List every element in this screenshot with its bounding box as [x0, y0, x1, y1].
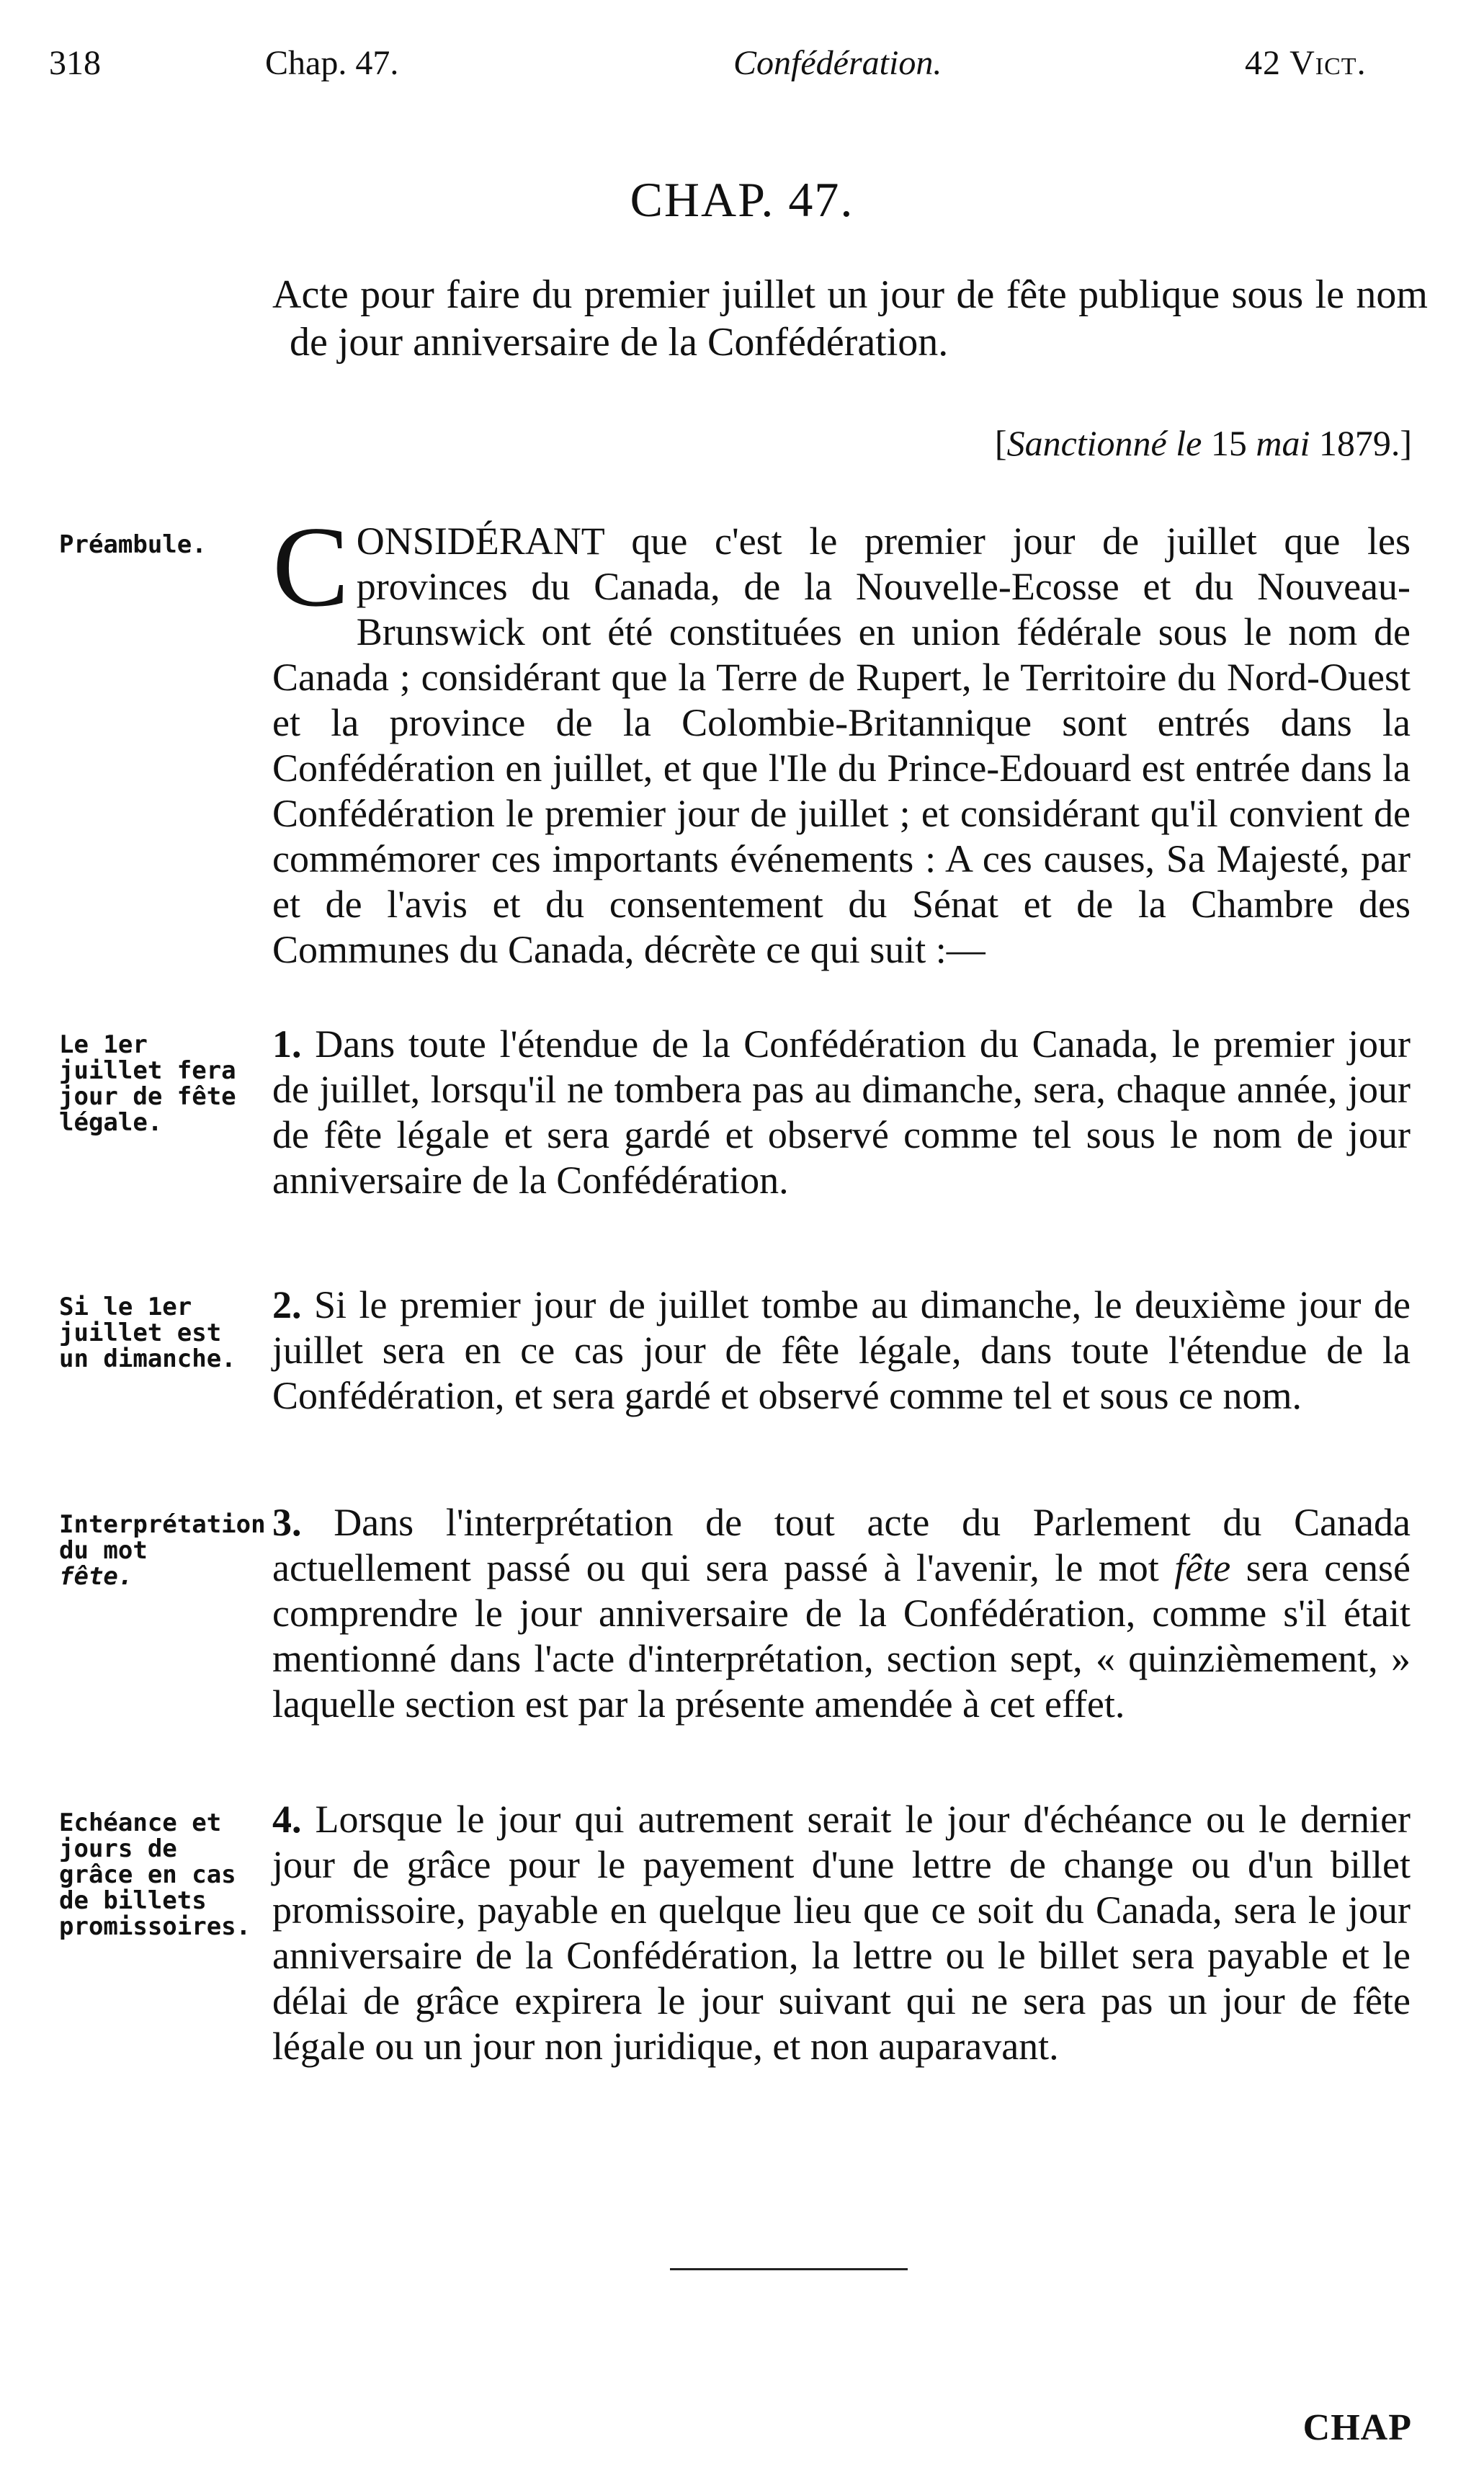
preamble-paragraph: [272, 502, 1411, 973]
section-4: [272, 1797, 1411, 2069]
preamble-text: ONSIDÉRANT que c'est le premier jour de juillet que les provinces du Canada, de la Nouvelle-Ecosse et du Nouveau-Brunswick ont été constituées en union fédérale sous le nom de Canada ; considérant que la Terre de Rupert, le Territoire du Nord-Ouest et la province de la Colombie-Britannique sont entrés dans la Confédération en juillet, et que l'Ile du Prince-Edouard est entrée dans la Confédération le premier jour de juillet ; et considérant qu'il convient de commémorer ces importants événements : A ces causes, Sa Majesté, par et de l'avis et du consentement du Sénat et de la Chambre des Communes du Canada, décrète ce qui suit :—: [272, 519, 1411, 971]
sanction-year: 1879.]: [1318, 423, 1412, 463]
running-header: [49, 43, 1418, 101]
margin-note-section-2: Si le 1er juillet est un dimanche.: [59, 1293, 236, 1373]
sanction-month: mai: [1256, 423, 1310, 463]
margin-note-section-4: Echéance et jours de grâce en cas de billets promissoires.: [59, 1808, 251, 1941]
header-chapter: Chap. 47.: [265, 44, 399, 82]
section-text: Si le premier jour de juillet tombe au dimanche, le deuxième jour de juillet sera en ce cas jour de fête légale, dans toute l'étendue de la Confédération, et sera gardé et observé comme tel et sous ce nom.: [272, 1283, 1411, 1417]
section-text: Lorsque le jour qui autrement serait le jour d'échéance ou le dernier jour de grâce pour le payement d'une lettre de change ou d'un billet promissoire, payable en quelque lieu que ce soit du Canada, sera le jour anniversaire de la Confédération, la lettre ou le billet sera payable et le délai de grâce expirera le jour suivant qui ne sera pas un jour de fête légale ou un jour non juridique, et non auparavant.: [272, 1798, 1411, 2068]
page-number: 318: [49, 44, 101, 82]
header-running-title: Confédération.: [733, 44, 942, 82]
margin-note-section-3: [59, 1510, 266, 1591]
sanction-date: [792, 422, 1412, 464]
section-number: 2.: [272, 1283, 302, 1326]
section-text: Dans toute l'étendue de la Confédération du Canada, le premier jour de juillet, lorsqu'il ne tombera pas au dimanche, sera, chaque année, jour de fête légale et sera gardé et observé comme tel sous le nom de jour anniversaire de la Confédération.: [272, 1022, 1411, 1202]
margin-note-text: Interprétation du mot: [59, 1510, 266, 1565]
header-regnal-year: 42 Vict.: [1245, 44, 1367, 82]
section-3: [272, 1500, 1411, 1727]
section-number: 3.: [272, 1501, 302, 1544]
catchword: CHAP: [1302, 2407, 1412, 2448]
chapter-title: CHAP. 47.: [630, 172, 854, 227]
section-number: 4.: [272, 1798, 302, 1841]
drop-cap: C: [272, 502, 349, 630]
sanction-day: 15: [1210, 423, 1247, 463]
section-1: [272, 1022, 1411, 1203]
section-number: 1.: [272, 1022, 302, 1066]
section-2: [272, 1282, 1411, 1419]
margin-note-italic: fête.: [59, 1562, 133, 1591]
section-text: Dans l'interprétation de tout acte du Parlement du Canada actuellement passé ou qui sera passé à l'avenir, le mot: [272, 1501, 1411, 1589]
end-rule: [670, 2268, 908, 2270]
section-italic-word: fête: [1174, 1546, 1231, 1589]
section-text-continued: sera censé comprendre le jour anniversaire de la Confédération, comme s'il était mentionné dans l'acte d'interprétation, section sept, « quinzièmement, » laquelle section est par la présente amendée à cet effet.: [272, 1546, 1411, 1726]
sanction-prefix: [: [994, 423, 1007, 463]
margin-note-preamble: Préambule.: [59, 530, 207, 559]
margin-note-section-1: Le 1er juillet fera jour de fête légale.: [59, 1030, 236, 1137]
sanction-label: Sanctionné le: [1006, 423, 1202, 463]
act-title: Acte pour faire du premier juillet un jour de fête publique sous le nom de jour anniversaire de la Confédération.: [272, 272, 1428, 365]
